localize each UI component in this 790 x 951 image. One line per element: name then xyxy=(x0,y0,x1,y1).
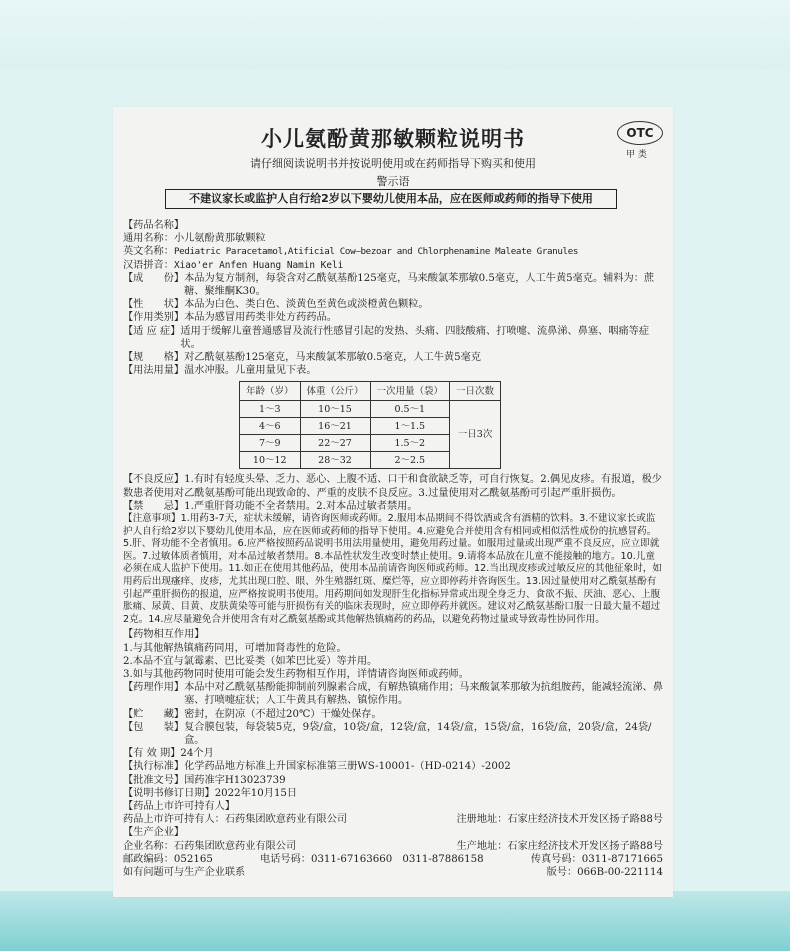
contra-text: 1.严重肝肾功能不全者禁用。2.对本品过敏者禁用。 xyxy=(184,500,418,512)
header-dose: 一次用量（袋） xyxy=(370,382,450,401)
manufacturer-address: 生产地址：石家庄经济技术开发区扬子路88号 xyxy=(456,840,663,852)
dose-table-header xyxy=(240,382,501,401)
header-age: 年龄（岁） xyxy=(240,382,301,401)
mah-holder: 药品上市许可持有人：石药集团欧意药业有限公司 xyxy=(123,814,348,826)
manufacturer-heading: 【生产企业】 xyxy=(123,827,185,839)
precautions xyxy=(123,513,663,626)
table-row xyxy=(240,401,501,418)
common-name: 小儿氨酚黄那敏颗粒 xyxy=(173,233,266,245)
spec: 对乙酰氨基酚125毫克，马来酸氯苯那敏0.5毫克，人工牛黄5毫克 xyxy=(184,352,481,364)
age-cell: 10～12 xyxy=(240,452,301,469)
category-row xyxy=(123,311,663,324)
adverse-text: 1.有时有轻度头晕、乏力、恶心、上腹不适、口干和食欲缺乏等，可自行恢复。2.偶见皮疹。有报道，极少数患者使用对乙酰氨基酚可能出现致命的、严重的皮肤不良反应。3.过量使用对乙酰氨基酚可引起严重肝损伤。 xyxy=(123,474,662,499)
mah-address: 注册地址：石家庄经济技术开发区扬子路88号 xyxy=(456,814,663,826)
package-label: 【包 装】 xyxy=(123,721,185,733)
appearance: 本品为白色、类白色、淡黄色至黄色或淡橙黄色颗粒。 xyxy=(184,299,429,311)
version-number: 版号：066B-00-221114 xyxy=(546,867,663,879)
composition-label: 【成 份】 xyxy=(123,272,185,284)
approval-row xyxy=(123,774,663,787)
dosage-row xyxy=(123,364,663,377)
english-name-label: 英文名称： xyxy=(123,246,174,258)
weight-cell: 28～32 xyxy=(300,452,370,469)
approval-label: 【批准文号】 xyxy=(123,774,185,786)
leaflet-body xyxy=(123,219,663,879)
fax: 传真号码：0311-87171665 xyxy=(530,853,663,865)
appearance-row xyxy=(123,298,663,311)
pharmacology: 本品中对乙酰氨基酚能抑制前列腺素合成，有解热镇痛作用；马来酸氯苯那敏为抗组胺药，能减轻流涕、鼻塞、打喷嚏症状；人工牛黄具有解热、镇惊作用。 xyxy=(184,682,663,707)
weight-cell: 22～27 xyxy=(300,435,370,452)
document-title: 小儿氨酚黄那敏颗粒说明书 xyxy=(261,127,525,151)
standard-row xyxy=(123,760,663,773)
manufacturer-row xyxy=(123,840,663,853)
phone: 电话号码：0311-67163660 0311-87886158 xyxy=(260,853,484,865)
composition-row xyxy=(123,272,663,298)
spec-label: 【规 格】 xyxy=(123,352,185,364)
interaction-item: 2.本品不宜与氯霉素、巴比妥类（如苯巴比妥）等并用。 xyxy=(123,655,378,667)
daily-cell: 一日3次 xyxy=(450,401,501,469)
pinyin-label: 汉语拼音： xyxy=(123,259,174,271)
common-name-label: 通用名称： xyxy=(123,233,174,245)
indications-label: 【适 应 症】 xyxy=(123,325,181,337)
adverse-reactions xyxy=(123,473,663,499)
interactions-heading: 【药物相互作用】 xyxy=(123,629,205,641)
background-top xyxy=(0,0,790,70)
dose-cell: 1～1.5 xyxy=(370,418,450,435)
revision-row xyxy=(123,787,663,800)
approval: 国药准字H13023739 xyxy=(184,774,286,786)
precautions-text: 1.用药3-7天，症状未缓解，请咨询医师或药师。2.服用本品期间不得饮酒或含有酒精的饮料。3.不建议家长或监护人自行给2岁以下婴幼儿使用本品，应在医师或药师的指导下使用。4.应避免合并使用含有相同或相似活性成份的抗感冒药。5.肝、肾功能不全者慎用。6.应严格按照药品说明书用法用量使用，避免用药过量。如服用过量或出现严重不良反应，应立即就医。7.过敏体质者慎用，对本品过敏者禁用。8.本品性状发生改变时禁止使用。9.请将本品放在儿童不能接触的地方。10.儿童必须在成人监护下使用。11.如正在使用其他药品，使用本品前请咨询医师或药师。12.当出现皮疹或过敏反应的其他征象时，如用药后出现瘙痒、皮疹，尤其出现口腔、眼、外生殖器红斑、糜烂等，应立即停药并咨询医生。13.因过量使用对乙酰氨基酚有引起严重肝损伤的报道，应严格按说明书使用。用药期间如发现肝生化指标异常或出现全身乏力、食欲不振、厌油、恶心、上腹胀痛、尿黄、目黄、皮肤黄染等可能与肝损伤有关的临床表现时，应立即停药并就医。建议对乙酰氨基酚口服一日最大量不超过2克。14.应尽量避免合并使用含有对乙酰氨基酚或其他解热镇痛药的药品，以避免药物过量或导致毒性协同作用。 xyxy=(123,513,662,625)
storage-row xyxy=(123,708,663,721)
weight-cell: 10～15 xyxy=(300,401,370,418)
contact-note: 如有问题可与生产企业联系 xyxy=(123,867,246,879)
indications-row xyxy=(123,325,663,351)
warning-box: 不建议家长或监护人自行给2岁以下婴幼儿使用本品，应在医师或药师的指导下使用 xyxy=(165,189,617,209)
english-name: Pediatric Paracetamol,Atificial Cow—bezoar and Chlorphenamine Maleate Granules xyxy=(173,246,579,258)
dosage-label: 【用法用量】 xyxy=(123,365,185,377)
revision: 2022年10月15日 xyxy=(214,787,298,799)
background-bottom xyxy=(0,891,790,951)
spec-row xyxy=(123,351,663,364)
pinyin-row xyxy=(123,259,663,272)
appearance-label: 【性 状】 xyxy=(123,299,185,311)
package: 复合膜包装，每袋装5克，9袋/盒，10袋/盒，12袋/盒，14袋/盒，15袋/盒，16袋/盒，20袋/盒，24袋/盒。 xyxy=(184,721,652,747)
category: 本品为感冒用药类非处方药药品。 xyxy=(184,312,337,324)
header-daily: 一日次数 xyxy=(450,382,501,401)
weight-cell: 16～21 xyxy=(300,418,370,435)
revision-label: 【说明书修订日期】 xyxy=(123,787,215,799)
standard-label: 【执行标准】 xyxy=(123,761,185,773)
pharmacology-row xyxy=(123,681,663,707)
manufacturer-name: 企业名称：石药集团欧意药业有限公司 xyxy=(123,840,297,852)
drug-name-heading: 【药品名称】 xyxy=(123,220,185,231)
interaction-item: 3.如与其他药物同时使用可能会发生药物相互作用，详情请咨询医师或药师。 xyxy=(123,669,469,680)
common-name-row xyxy=(123,232,663,245)
mah-row xyxy=(123,813,663,826)
english-name-row xyxy=(123,245,663,258)
contra-label: 【禁 忌】 xyxy=(123,500,185,512)
dose-cell: 1.5～2 xyxy=(370,435,450,452)
warning-heading: 警示语 xyxy=(376,175,410,188)
adverse-label: 【不良反应】 xyxy=(123,474,185,486)
dosage: 温水冲服。儿童用量见下表。 xyxy=(184,365,317,377)
dose-cell: 2～2.5 xyxy=(370,452,450,469)
validity: 24个月 xyxy=(180,748,214,760)
storage: 密封，在阴凉（不超过20℃）干燥处保存。 xyxy=(184,708,382,720)
interaction-item: 1.与其他解热镇痛药同用，可增加肾毒性的危险。 xyxy=(123,642,347,654)
mah-heading: 【药品上市许可持有人】 xyxy=(123,801,236,813)
contraindications xyxy=(123,500,663,513)
last-row xyxy=(123,866,663,879)
otc-badge: OTC xyxy=(617,121,663,145)
age-cell: 1～3 xyxy=(240,401,301,418)
contact-row xyxy=(123,853,663,866)
dose-table xyxy=(239,381,501,469)
leaflet xyxy=(113,107,673,897)
package-row xyxy=(123,721,663,747)
standard: 化学药品地方标准上升国家标准第三册WS-10001-（HD-0214）-2002 xyxy=(184,761,511,773)
pinyin: Xiao'er Anfen Huang Namin Keli xyxy=(173,259,344,271)
indications: 适用于缓解儿童普通感冒及流行性感冒引起的发热、头痛、四肢酸痛、打喷嚏、流鼻涕、鼻塞、咽痛等症状。 xyxy=(180,325,650,350)
precautions-label: 【注意事项】 xyxy=(123,513,181,525)
postcode: 邮政编码：052165 xyxy=(123,853,213,865)
validity-row xyxy=(123,747,663,760)
age-cell: 7～9 xyxy=(240,435,301,452)
subtitle: 请仔细阅读说明书并按说明使用或在药师指导下购买和使用 xyxy=(250,157,536,170)
category-label: 【作用类别】 xyxy=(123,312,185,324)
storage-label: 【贮 藏】 xyxy=(123,708,185,720)
otc-class: 甲 类 xyxy=(626,150,647,160)
header-weight: 体重（公斤） xyxy=(300,382,370,401)
age-cell: 4～6 xyxy=(240,418,301,435)
pharmacology-label: 【药理作用】 xyxy=(123,682,185,694)
dose-cell: 0.5～1 xyxy=(370,401,450,418)
composition: 本品为复方制剂，每袋含对乙酰氨基酚125毫克，马来酸氯苯那敏0.5毫克，人工牛黄5毫克。辅料为：蔗糖、聚维酮K30。 xyxy=(184,272,655,298)
validity-label: 【有 效 期】 xyxy=(123,748,181,760)
